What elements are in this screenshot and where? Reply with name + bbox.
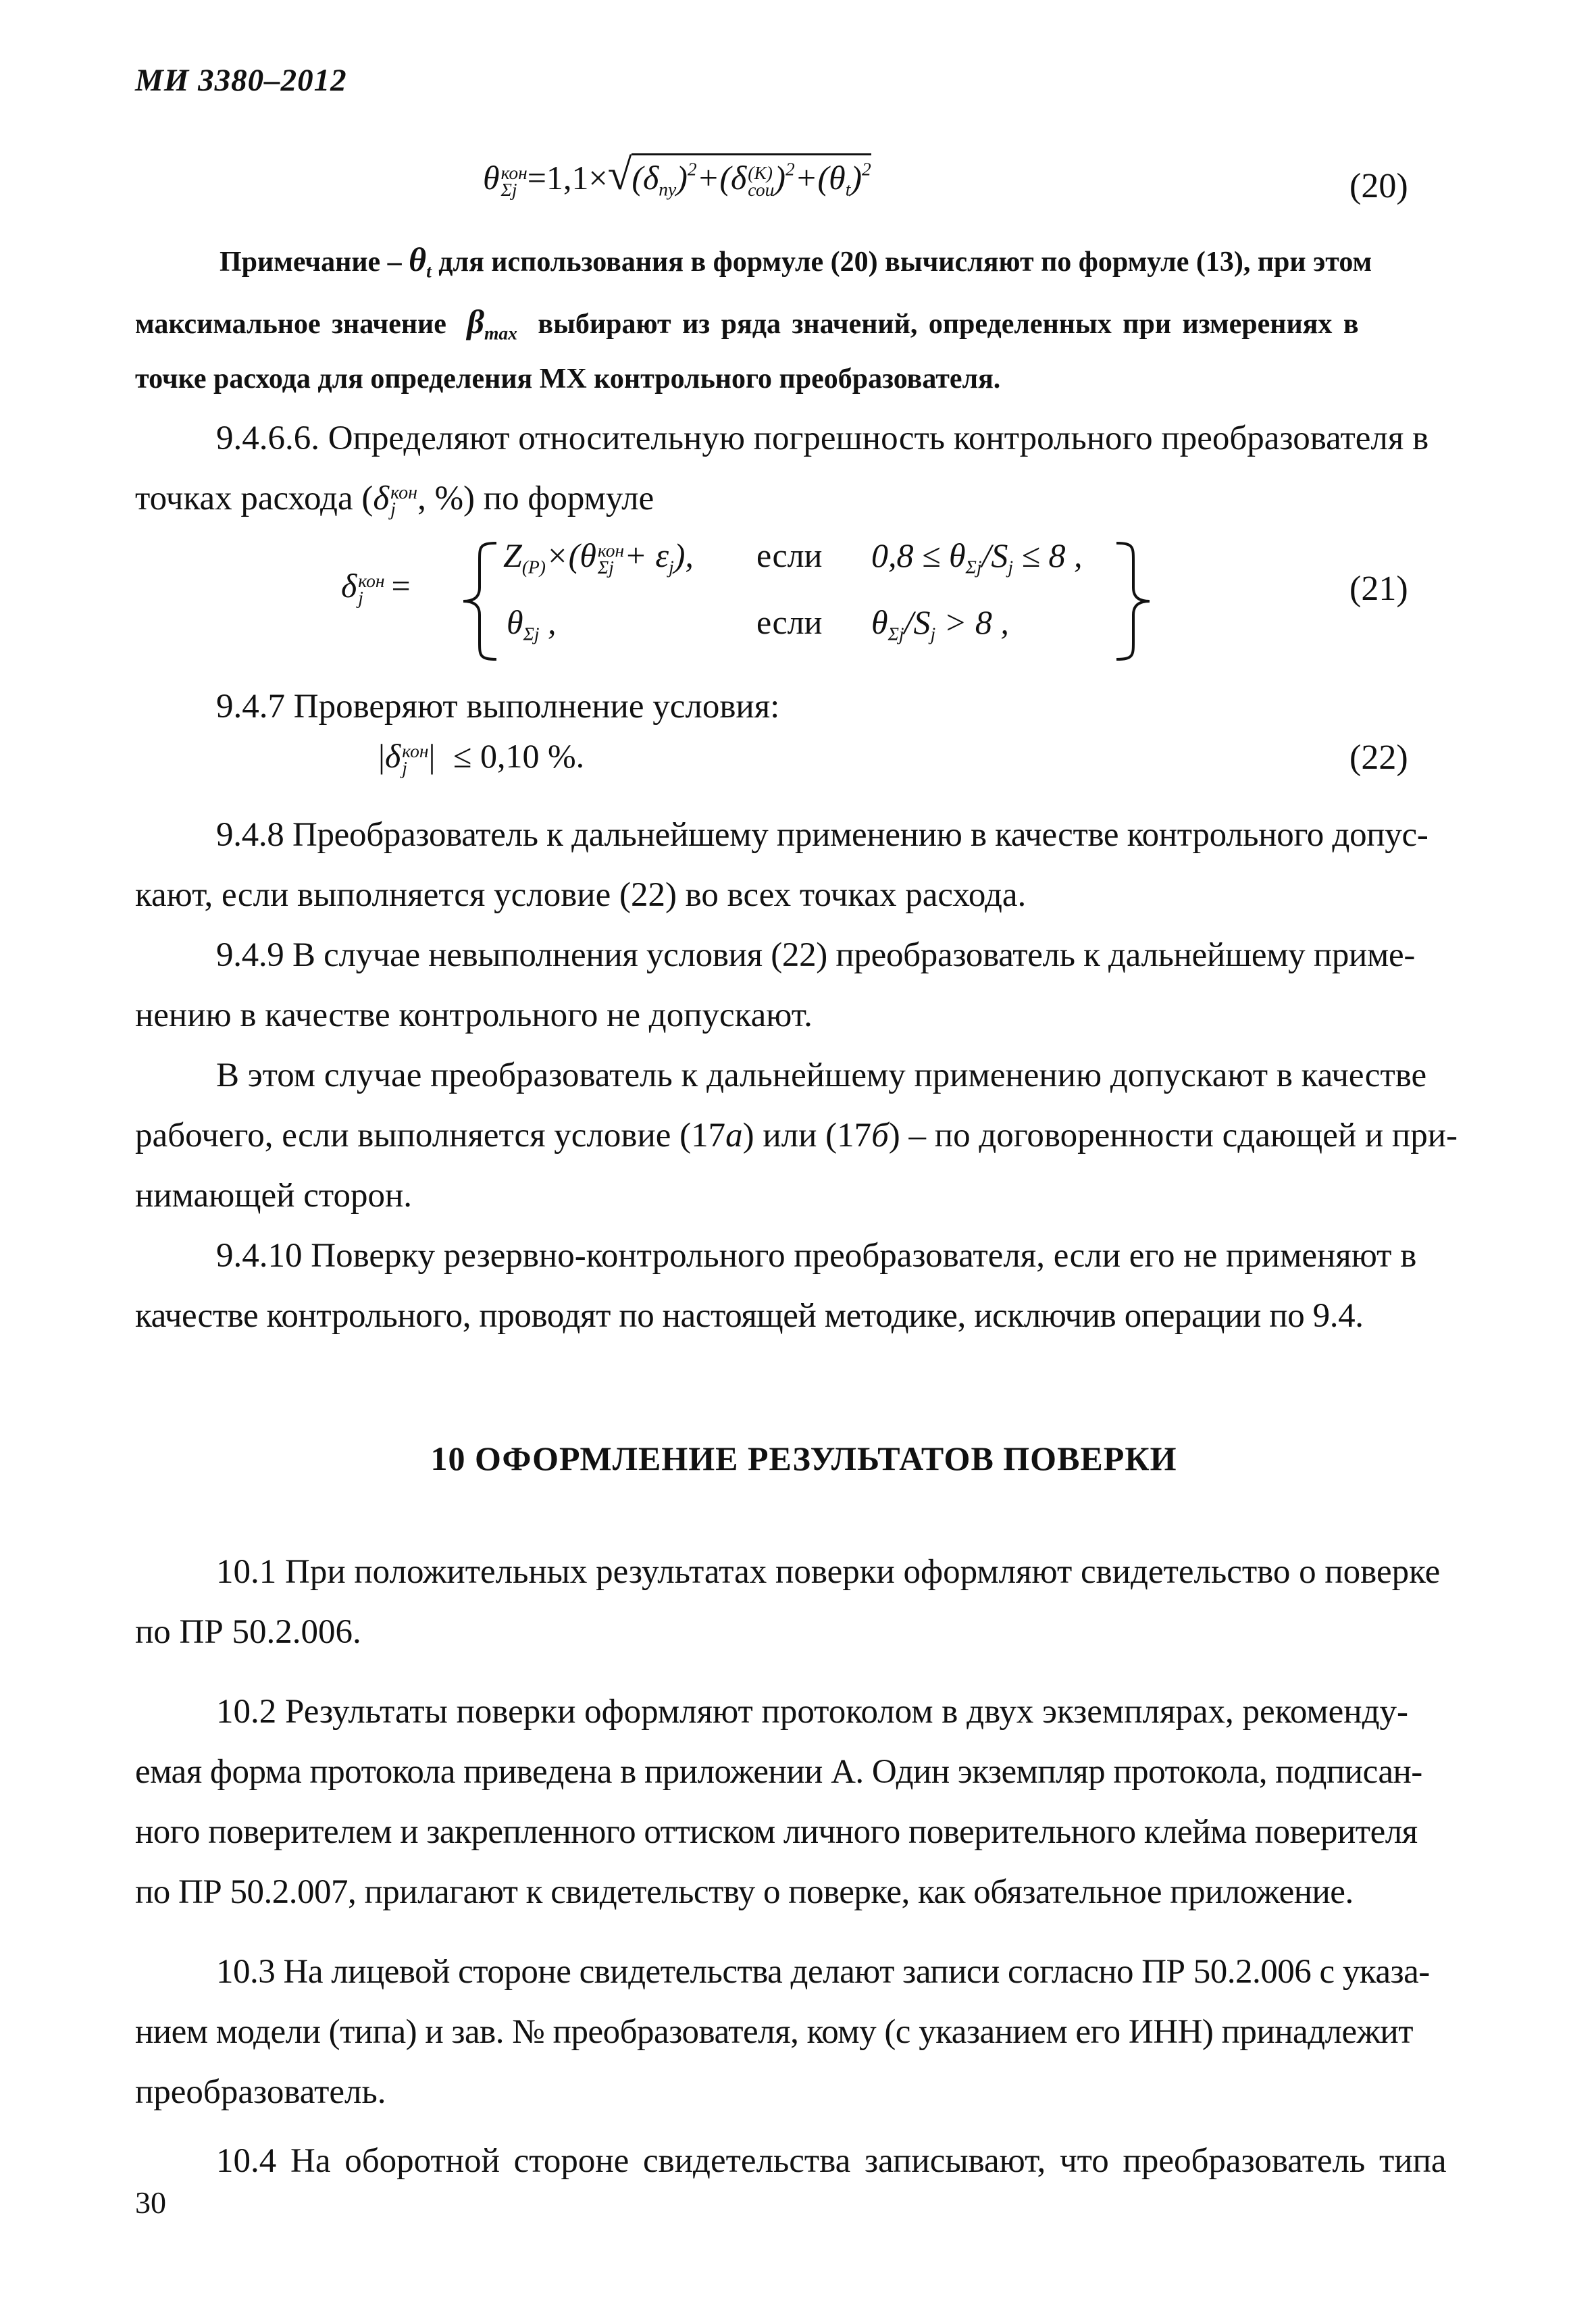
- paragraph-103-line3: преобразователь.: [135, 2073, 386, 2111]
- formula-21-left-brace: [459, 540, 500, 662]
- formula-21-lhs: δ кон j =: [341, 567, 411, 608]
- formula-21-row1-condition: $0,8 \le \theta_{\Sigma j}/S_j \le 8$ ,: [871, 536, 1083, 578]
- formula-20-coef: =1,1×: [527, 159, 608, 197]
- paragraph-947: 9.4.7 Проверяют выполнение условия:: [216, 688, 780, 726]
- paragraph-102-line3: ного поверителем и закрепленного оттиском личного поверительного клейма поверителя: [135, 1813, 1418, 1851]
- paragraph-9410-line2: качестве контрольного, проводят по настоящей методике, исключив операции по 9.4.: [135, 1297, 1364, 1335]
- section-heading-10: 10 ОФОРМЛЕНИЕ РЕЗУЛЬТАТОВ ПОВЕРКИ: [430, 1440, 1177, 1477]
- formula-20-radicand: $(\delta_{пу})^2+(\delta$ (K) сои )$^2+(\theta_t)^2$: [632, 153, 871, 201]
- delta-inline: δ кон j: [373, 480, 418, 521]
- page-number: 30: [135, 2185, 166, 2220]
- formula-21-row2-if: если: [756, 603, 823, 641]
- paragraph-9466-line2: точках расхода (δ кон j , %) по формуле: [135, 480, 654, 521]
- formula-21-row1: $Z_{(P)}\times(\theta$ кон Σj + $\varepsilon_j$),: [503, 536, 694, 578]
- paragraph-101-line1: 10.1 При положительных результатах поверки оформляют свидетельство о поверке: [216, 1553, 1441, 1591]
- formula-20: θ кон Σj $=1,1\times√(\delta_{пу})^2+(\delta$ (K) сои )$^2+(\theta_t)^2$: [483, 151, 871, 200]
- formula-21-row2: $\theta_{\Sigma j}$ ,: [507, 603, 557, 644]
- paragraph-103-line1: 10.3 На лицевой стороне свидетельства делают записи согласно ПР 50.2.006 с указа-: [216, 1953, 1430, 1991]
- paragraph-103-line2: нием модели (типа) и зав. № преобразователя, кому (с указанием его ИНН) принадлежит: [135, 2013, 1413, 2051]
- equation-number-21: (21): [1349, 569, 1408, 608]
- formula-21-right-brace: [1113, 540, 1154, 662]
- paragraph-949b-line1: В этом случае преобразователь к дальнейшему применению допускают в качестве: [216, 1057, 1427, 1094]
- note-line-2: максимальное значение $\beta_{max}$ выбирают из ряда значений, определенных при измерениях в: [135, 303, 1359, 344]
- document-code: МИ 3380–2012: [135, 63, 347, 98]
- paragraph-9466-line1: 9.4.6.6. Определяют относительную погрешность контрольного преобразователя в: [216, 420, 1429, 457]
- paragraph-948-line1: 9.4.8 Преобразователь к дальнейшему применению в качестве контрольного допус-: [216, 816, 1428, 854]
- paragraph-9410-line1: 9.4.10 Поверку резервно-контрольного преобразователя, если его не применяют в: [216, 1237, 1417, 1275]
- paragraph-948-line2: кают, если выполняется условие (22) во всех точках расхода.: [135, 876, 1027, 914]
- paragraph-949-line1: 9.4.9 В случае невыполнения условия (22) преобразователь к дальнейшему приме-: [216, 936, 1415, 974]
- equation-number-22: (22): [1349, 738, 1408, 777]
- formula-22: |δ кон j | ≤ 0,10 %.: [378, 737, 585, 778]
- formula-20-lhs: θ кон Σj: [483, 159, 527, 200]
- paragraph-949b-line2: рабочего, если выполняется условие (17а) или (17б) – по договоренности сдающей и при-: [135, 1117, 1458, 1154]
- paragraph-102-line1: 10.2 Результаты поверки оформляют протоколом в двух экземплярах, рекоменду-: [216, 1693, 1409, 1731]
- note-beta: $\beta_{max}$: [467, 303, 517, 344]
- paragraph-101-line2: по ПР 50.2.006.: [135, 1613, 361, 1651]
- note-label: Примечание –: [220, 247, 402, 278]
- formula-21-row1-if: если: [756, 536, 823, 574]
- paragraph-102-line2: емая форма протокола приведена в приложении А. Один экземпляр протокола, подписан-: [135, 1753, 1422, 1791]
- formula-21-row2-condition: $\theta_{\Sigma j}/S_j > 8$ ,: [871, 603, 1009, 644]
- note-line-1: Примечание – $\theta_t$ для использования в формуле (20) вычисляют по формуле (13), при этом: [220, 240, 1372, 282]
- paragraph-949-line2: нению в качестве контрольного не допускают.: [135, 996, 813, 1034]
- paragraph-102-line4: по ПР 50.2.007, прилагают к свидетельству о поверке, как обязательное приложение.: [135, 1873, 1354, 1911]
- note-line-3: точке расхода для определения МХ контрольного преобразователя.: [135, 363, 1001, 395]
- note-theta: $\theta_t$: [409, 240, 432, 282]
- paragraph-104-line1: 10.4 На оборотной стороне свидетельства записывают, что преобразователь типа: [216, 2142, 1447, 2180]
- paragraph-949b-line3: нимающей сторон.: [135, 1177, 412, 1215]
- equation-number-20: (20): [1349, 167, 1408, 205]
